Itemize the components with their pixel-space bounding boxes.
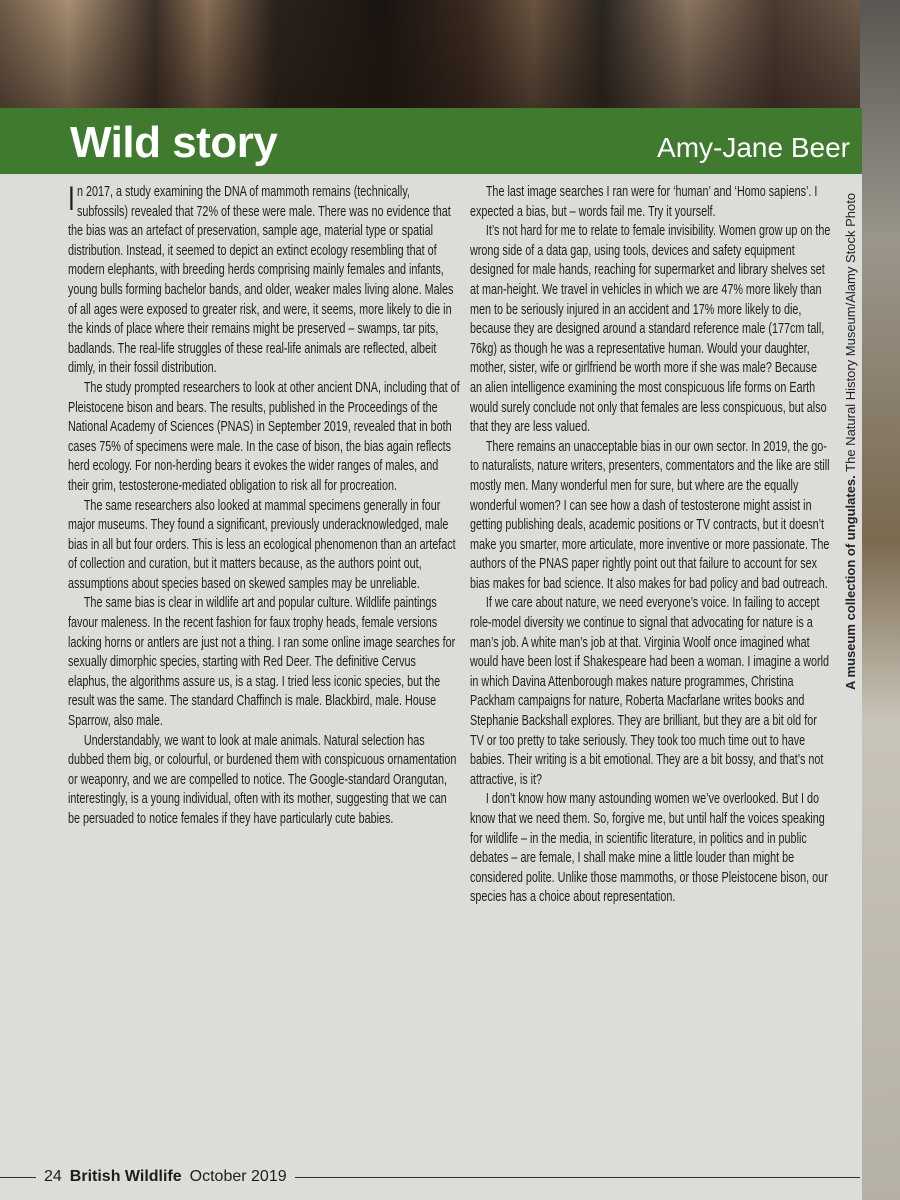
photo-caption — [843, 193, 858, 690]
next-page-edge — [860, 0, 900, 1200]
paragraph: The study prompted researchers to look at other ancient DNA, including that of Pleistocene bison and bears. The results, published in the Proceedings of the National Academy of Sciences (PNAS) in September 2019, revealed that in both cases 75% of specimens were male. In the case of bison, the bias again reflects herd ecology. For non-herding bears it evokes the wider ranges of males, and their grim, testosterone-mediated obligation to risk all for procreation. — [68, 378, 460, 494]
page-footer — [0, 1168, 860, 1186]
paragraph: The same bias is clear in wildlife art and popular culture. Wildlife paintings favour maleness. In the recent fashion for faux trophy heads, female versions lacking horns or antlers are just not a thing. I ran some online image searches for sexually dimorphic species, starting with Red Deer. The definitive Cervus elaphus, the algorithms assure us, is a stag. I tried less iconic species, but the result was the same. The standard Chaffinch is male. Blackbird, male. House Sparrow, also male. — [68, 594, 456, 730]
paragraph: I don’t know how many astounding women we’ve overlooked. But I do know that we need them. So, forgive me, but until half the voices speaking for wildlife – in the media, in scientific literature, in politics and in public debates – are female, I shall make mine a little louder than might be considered polite. Unlike those mammoths, or those Pleistocene bison, our species has a choice about representation. — [470, 790, 828, 906]
column-right — [470, 182, 831, 907]
paragraph: The last image searches I ran were for ‘human’ and ‘Homo sapiens’. I expected a bias, but – words fail me. Try it yourself. — [470, 183, 818, 220]
paragraph: If we care about nature, we need everyone’s voice. In failing to accept role-model diversity we continue to signal that advocating for nature is a man’s job. A white man’s job at that. Virginia Woolf once imagined what would have been lost if Shakespeare had been a woman. I imagine a world in which Davina Attenborough makes nature programmes, Christina Packham campaigns for nature, Roberta Macfarlane writes books and Stephanie Backshall explores. They are brilliant, but they are a bit old for TV or too pretty to take seriously. They took too much time out to have babies. Their writing is a bit emotional. They are a bit bossy, and that’s not attractive, is it? — [470, 594, 830, 788]
caption-title: A museum collection of ungulates. — [843, 475, 858, 690]
page-number: 24 — [44, 1168, 62, 1185]
column-left — [68, 182, 460, 829]
issue-date: October 2019 — [189, 1168, 287, 1185]
drop-cap: I — [68, 180, 75, 218]
footer-rule — [295, 1177, 860, 1178]
article-title: Wild story — [70, 118, 278, 167]
header-photo — [0, 0, 860, 110]
magazine-name: British Wildlife — [69, 1168, 182, 1185]
article-author: Amy-Jane Beer — [657, 132, 850, 163]
paragraph: The same researchers also looked at mammal specimens generally in four major museums. They found a significant, previously underacknowledged, male bias in all but four orders. This is less an ecological phenomenon than an artefact of collection and curation, but it matters because, as the authors point out, assumptions about species based on skewed samples may be unreliable. — [68, 496, 456, 592]
paragraph — [68, 182, 460, 378]
paragraph: It’s not hard for me to relate to female invisibility. Women grow up on the wrong side of a data gap, using tools, devices and safety equipment designed for male hands, reaching for supermarket and library shelves set at man-height. We travel in vehicles in which we are 47% more likely than men to be seriously injured in an accident and 17% more likely to die, because they are designed around a standard reference male (177cm tall, 76kg) as though he was a representative human. Would your daughter, mother, sister, wife or girlfriend be worth more if she was male? Because an alien intelligence examining the most conspicuous life forms on Earth would surely conclude not only that females are less conspicuous, but also that they are less valued. — [470, 222, 831, 436]
paragraph-text: n 2017, a study examining the DNA of mammoth remains (technically, subfossils) revealed that 72% of these were male. There was no evidence that the bias was an artefact of preservation, sample age, material type or spatial distribution. Instead, it seemed to depict an extinct ecology resembling that of modern elephants, with breeding herds comprising mainly females and infants, young bulls forming bachelor bands, and older, weaker males living alone. Males of all ages were exposed to greater risk, and were, it seems, more likely to die in the kinds of place where their remains might be preserved – swamps, tar pits, badlands. The real-life struggles of these real-life animals are reflected, albeit dimly, in their fossil distribution. — [68, 183, 454, 377]
paragraph: Understandably, we want to look at male animals. Natural selection has dubbed them big, or colourful, or burdened them with conspicuous ornamentation or weaponry, and we are compelled to notice. The Google-standard Orangutan, interestingly, is a young individual, often with its mother, suggesting that we can be persuaded to notice females if they have particularly cute babies. — [68, 731, 457, 827]
photo-credit: The Natural History Museum/Alamy Stock Photo — [843, 192, 858, 472]
footer-rule — [0, 1177, 36, 1178]
paragraph: There remains an unacceptable bias in our own sector. In 2019, the go-to naturalists, nature writers, presenters, commentators and the like are still mostly men. Many wonderful men for sure, but where are the equally wonderful women? I can see how a dash of testosterone might assist in getting publishing deals, academic positions or TV contracts, but it doesn’t make you smarter, more articulate, more inventive or more passionate. The authors of the PNAS paper rightly point out that failure to account for sex bias makes for bad science. It also makes for bad policy and bad outreach. — [470, 437, 830, 592]
